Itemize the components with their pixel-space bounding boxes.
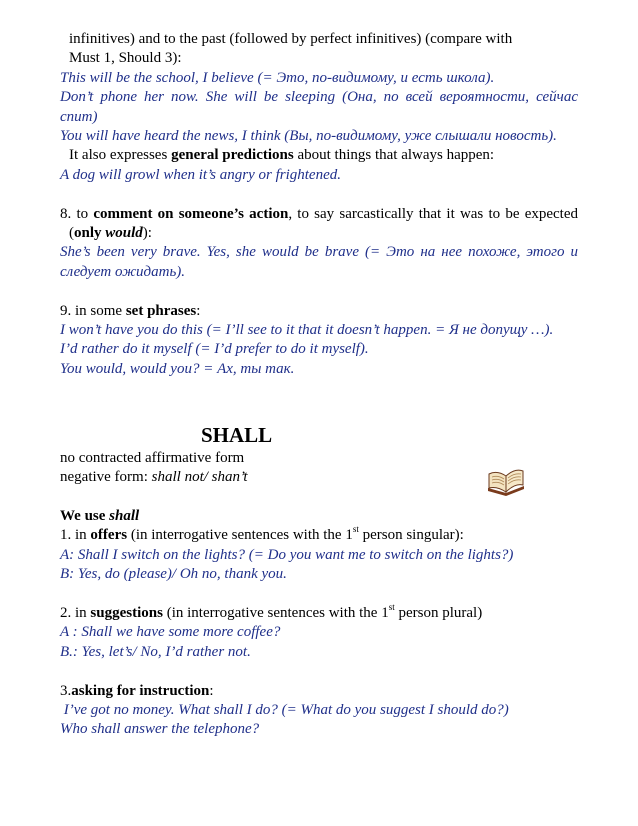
general-predictions-line: It also expresses general predictions about things that always happen: [69,147,495,164]
example: I won’t have you do this (= I’ll see to it that it doesn’t happen. = Я не допущу …). [60,322,554,339]
document-page [60,30,578,740]
open-book-icon [485,466,527,496]
item-8-heading: 8. to comment on someone’s action, to say sarcastically that it was to be expected (only would): [60,205,578,242]
example: I’ve got no money. What shall I do? (= What do you suggest I should do?) [60,701,509,718]
example: Who shall answer the telephone? [60,721,260,738]
item-9-heading: 9. in some set phrases: [60,302,201,319]
example: B.: Yes, let’s/ No, I’d rather not. [60,643,251,660]
example: A: Shall I switch on the lights? (= Do you want me to switch on the lights?) [60,546,514,563]
section-heading-shall: SHALL [201,422,273,447]
example: She’s been very brave. Yes, she would be brave (= Это на нее похоже, этого и следует ожидать). [60,244,578,280]
example: A dog will growl when it’s angry or frightened. [60,166,341,183]
example: A : Shall we have some more coffee? [60,624,281,641]
example: Don’t phone her now. She will be sleeping (Она, по всей вероятности, сейчас спит) [60,89,578,125]
example: You would, would you? = Ах, ты так. [60,360,295,377]
negative-form: negative form: shall not/ shan’t [60,469,248,486]
example: I’d rather do it myself (= I’d prefer to do it myself). [60,341,369,358]
example: B: Yes, do (please)/ Oh no, thank you. [60,566,287,583]
intro-line-1: infinitives) and to the past (followed by perfect infinitives) (compare with [69,31,513,47]
example: You will have heard the news, I think (Вы, по-видимому, уже слышали новость). [60,128,557,145]
example: This will be the school, I believe (= Это, по-видимому, и есть школа). [60,69,495,86]
shall-item-2: 2. in suggestions (in interrogative sentences with the 1st person plural) [60,601,483,621]
shall-item-3: 3.asking for instruction: [60,682,214,699]
we-use-shall: We use shall [60,507,140,524]
shall-item-1: 1. in offers (in interrogative sentences with the 1st person singular): [60,524,464,544]
no-contracted-form: no contracted affirmative form [60,449,245,466]
intro-line-2: Must 1, Should 3): [69,50,182,67]
